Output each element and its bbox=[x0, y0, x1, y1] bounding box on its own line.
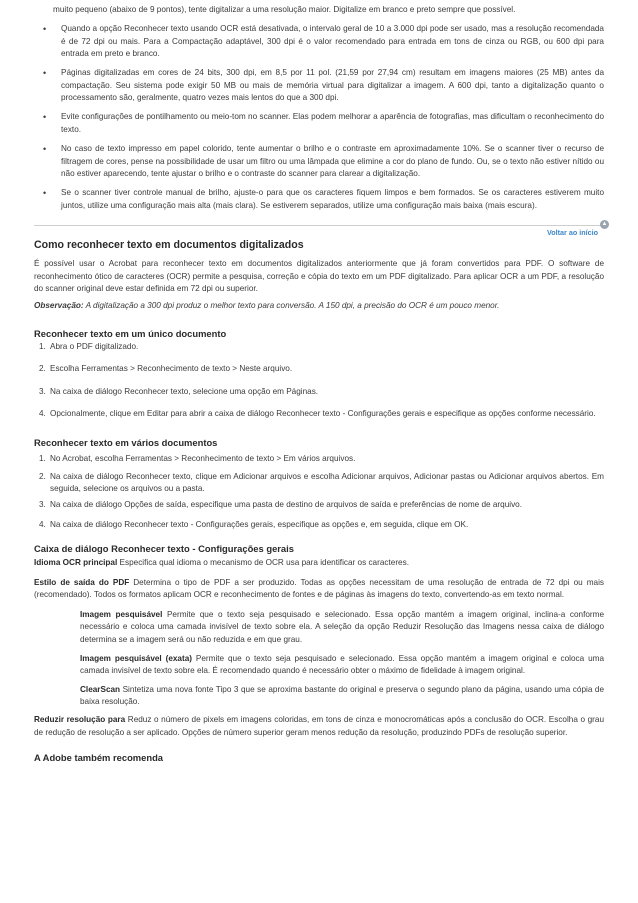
downsample-definition bbox=[34, 714, 604, 739]
option-label: Imagem pesquisável (exata) bbox=[80, 653, 192, 663]
option-text: Permite que o texto seja pesquisado e selecionado. Essa opção mantém a imagem original, inclina-a conforme necessário e coloca uma camada invisível de texto sobre ela. A seleção da opção Reduzir Resolução das Imagens nessa caixa de diálogo determina se a imagem será ou não reduzida e em que grau. bbox=[80, 609, 604, 644]
term-text: Especifica qual idioma o mecanismo de OCR usa para identificar os caracteres. bbox=[117, 557, 409, 567]
single-document-steps bbox=[34, 341, 604, 421]
searchable-image-option bbox=[80, 609, 604, 647]
term-text: Determina o tipo de PDF a ser produzido. Todas as opções necessitam de uma resolução de entrada de 72 dpi ou mais (recomendado). Todos os formatos aplicam OCR e reconhecimento de fontes e de páginas às imagens do texto, convertendo-as em texto normal. bbox=[34, 577, 604, 600]
note-paragraph bbox=[34, 300, 604, 313]
language-definition bbox=[34, 557, 604, 570]
step-text: Na caixa de diálogo Reconhecer texto, selecione uma opção em Páginas. bbox=[50, 386, 319, 396]
section-divider-row bbox=[34, 221, 608, 238]
divider bbox=[34, 225, 604, 226]
step-text: Na caixa de diálogo Opções de saída, especifique uma pasta de destino de arquivos de saída e preferências de nome de arquivo. bbox=[50, 499, 522, 509]
list-item: • Evite configurações de pontilhamento ou meio-tom no scanner. Elas podem melhorar a aparência de fotografias, mas dificultam o reconhecimento do texto. bbox=[34, 111, 604, 136]
list-item: • Se o scanner tiver controle manual de brilho, ajuste-o para que os caracteres fiquem limpos e bem formados. Se os caracteres estiverem muito juntos, utilize uma configuração mais alta (mais clara). Se estiverem separados, utilize uma configuração mais baixa (mais escura). bbox=[34, 187, 604, 212]
scanning-tips-list bbox=[34, 23, 604, 212]
step-text: Opcionalmente, clique em Editar para abrir a caixa de diálogo Reconhecer texto - Configurações gerais e especifique as opções conforme necessário. bbox=[50, 409, 596, 419]
adobe-recommends-heading: A Adobe também recomenda bbox=[34, 752, 164, 764]
step-text: Escolha Ferramentas > Reconhecimento de texto > Neste arquivo. bbox=[50, 364, 293, 374]
note-text: A digitalização a 300 dpi produz o melhor texto para conversão. A 150 dpi, a precisão do OCR é um pouco menor. bbox=[83, 301, 500, 311]
list-item: • Páginas digitalizadas em cores de 24 bits, 300 dpi, em 8,5 por 11 pol. (21,59 por 27,94 cm) resultam em imagens maiores (25 MB) antes da compactação. Seu sistema pode exigir 50 MB ou mais de memória virtual para digitalizar a imagem. A 600 dpi, tanto a digitalização quanto o processamento são, geralmente, quatro vezes mais lentos do que a 300 dpi. bbox=[34, 67, 604, 105]
term-label: Reduzir resolução para bbox=[34, 714, 126, 724]
option-label: Imagem pesquisável bbox=[80, 609, 163, 619]
list-item: • Quando a opção Reconhecer texto usando OCR está desativada, o intervalo geral de 10 a 3.000 dpi pode ser usado, mas a resolução recomendada é de 72 dpi ou mais. Para a Compactação adaptável, 300 dpi é o valor recomendado para entrada em tons de cinza ou RGB, ou 600 dpi para entrada em preto e branco. bbox=[34, 23, 604, 61]
term-label: Estilo de saída do PDF bbox=[34, 577, 130, 587]
step-item: 3. Na caixa de diálogo Reconhecer texto, selecione uma opção em Páginas. bbox=[39, 386, 319, 396]
continuation-text: muito pequeno (abaixo de 9 pontos), tente digitalizar a uma resolução maior. Digitalize em branco e preto sempre que possível. bbox=[53, 5, 516, 14]
multiple-documents-steps bbox=[34, 453, 604, 532]
term-text: Reduz o número de pixels em imagens coloridas, em tons de cinza e monocromáticas após a conclusão do OCR. Escolha o grau de redução de resolução a ser aplicado. Opções de número superior geram menos redução da resolução, produzindo PDFs de resolução superior. bbox=[34, 714, 605, 737]
step-text: Na caixa de diálogo Reconhecer texto - Configurações gerais, especifique as opções e, em seguida, clique em OK. bbox=[50, 520, 469, 530]
settings-heading: Caixa de diálogo Reconhecer texto - Configurações gerais bbox=[34, 542, 294, 554]
term-label: Idioma OCR principal bbox=[34, 557, 118, 567]
step-text: No Acrobat, escolha Ferramentas > Reconhecimento de texto > Em vários arquivos. bbox=[50, 454, 356, 464]
output-style-definition bbox=[34, 577, 604, 602]
multiple-documents-heading: Reconhecer texto em vários documentos bbox=[34, 437, 218, 449]
note-label: Observação: bbox=[34, 301, 84, 311]
step-item: 2. Na caixa de diálogo Reconhecer texto, clique em Adicionar arquivos e escolha Adicionar arquivos, Adicionar pastas ou Adicionar arquivos abertos. Em seguida, selecione os arquivos ou a pasta. bbox=[39, 471, 604, 494]
single-document-heading: Reconhecer texto em um único documento bbox=[34, 327, 227, 339]
step-item: 2. Escolha Ferramentas > Reconhecimento de texto > Neste arquivo. bbox=[39, 364, 293, 374]
step-item: 4. Opcionalmente, clique em Editar para abrir a caixa de diálogo Reconhecer texto - Configurações gerais e especifique as opções conforme necessário. bbox=[39, 409, 596, 419]
clearscan-option bbox=[80, 684, 604, 709]
step-text: Na caixa de diálogo Reconhecer texto, clique em Adicionar arquivos e escolha Adicionar arquivos, Adicionar pastas ou Adicionar arquivos abertos. Em seguida, selecione os arquivos ou a pasta. bbox=[50, 471, 604, 494]
step-item: 1. No Acrobat, escolha Ferramentas > Reconhecimento de texto > Em vários arquivos. bbox=[39, 454, 356, 464]
option-text: Permite que o texto seja pesquisado e selecionado. Essa opção mantém a imagem original e coloca uma camada invisível de texto sobre ela. É recomendado quando é necessário obter o máximo de fidelidade à imagem original. bbox=[80, 653, 605, 676]
list-item: • No caso de texto impresso em papel colorido, tente aumentar o brilho e o contraste em aproximadamente 10%. Se o scanner tiver o recurso de filtragem de cores, pense na possibilidade de usar um filtro ou uma lâmpada que elimine a cor do plano de fundo. Ou, se o texto não estiver nítido ou não estiver aparecendo, tente ajustar o brilho e o contraste do scanner para clarear a digitalização. bbox=[34, 143, 604, 181]
back-to-top-link[interactable]: Voltar ao início bbox=[547, 228, 598, 238]
step-item: 1. Abra o PDF digitalizado. bbox=[39, 341, 139, 351]
document-page bbox=[34, 0, 608, 764]
step-item: 4. Na caixa de diálogo Reconhecer texto - Configurações gerais, especifique as opções e, em seguida, clique em OK. bbox=[39, 520, 469, 530]
step-text: Abra o PDF digitalizado. bbox=[50, 341, 139, 351]
option-label: ClearScan bbox=[80, 684, 121, 694]
arrow-up-circle-icon[interactable]: ▲ bbox=[601, 221, 608, 228]
option-text: Sintetiza uma nova fonte Tipo 3 que se aproxima bastante do original e preserva o segundo plano da página, usando uma cópia de baixa resolução. bbox=[80, 684, 604, 707]
step-item: 3. Na caixa de diálogo Opções de saída, especifique uma pasta de destino de arquivos de saída e preferências de nome de arquivo. bbox=[39, 499, 522, 509]
searchable-image-exact-option bbox=[80, 653, 604, 678]
section-intro: É possível usar o Acrobat para reconhecer texto em documentos digitalizados anteriormente que já foram convertidos para PDF. O software de reconhecimento ótico de caracteres (OCR) permite a pesquisa, correção e cópia do texto em um PDF digitalizado. Para aplicar OCR a um PDF, a resolução do scanner original deve estar definida em 72 dpi ou superior. bbox=[34, 259, 604, 294]
section-title: Como reconhecer texto em documentos digitalizados bbox=[34, 239, 304, 252]
